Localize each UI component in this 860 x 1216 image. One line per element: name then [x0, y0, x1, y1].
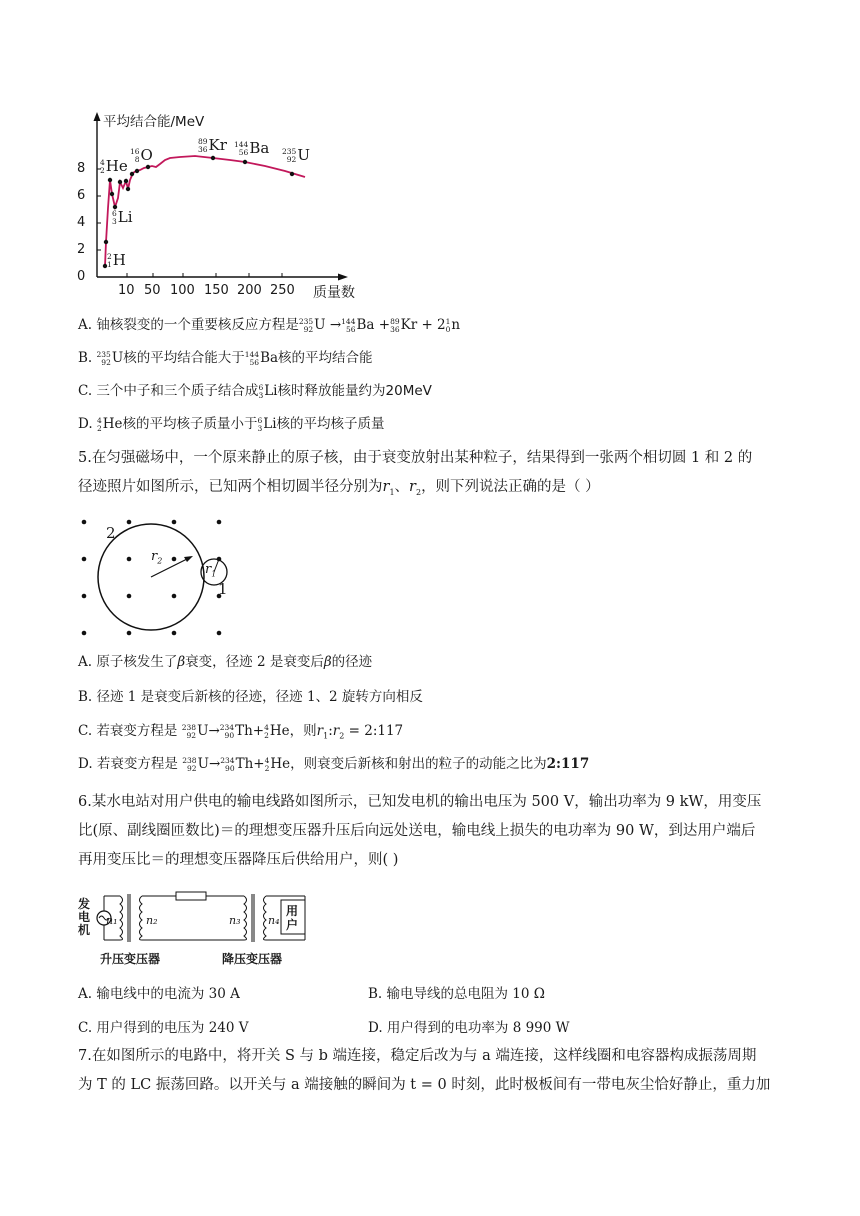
field-dots	[82, 520, 222, 636]
y-tick-6: 6	[77, 188, 86, 203]
q4-option-a: A. 铀核裂变的一个重要核反应方程是 235 92 U → 144 56 Ba + 89 36 Kr + 2 1 0 n	[78, 316, 461, 334]
q5-option-b: B. 径迹 1 是衰变后新核的径迹，径迹 1、2 旋转方向相反	[78, 689, 423, 705]
q4-option-c: C. 三个中子和三个质子结合成 6 3 Li核时释放能量约为20MeV	[78, 382, 432, 400]
binding-energy-graph	[70, 108, 400, 303]
radius-label-r1: $r_1$	[205, 562, 217, 579]
q6-stem: 6.某水电站对用户供电的输电线路如图所示，已知发电机的输出电压为 500 V，输出功率为 9 kW，用变压 比(原、副线圈匝数比)＝的理想变压器升压后向远处送电，输电线上损失的电功率为 90 W，到达用户端后 再用变压比＝的理想变压器降压后供给用户，则( )	[78, 794, 762, 868]
magnetic-field-figure	[76, 514, 246, 644]
nuclide-label-li: 6 3 Li	[112, 208, 133, 226]
circle-label-2: 2	[106, 524, 116, 542]
q4-option-b: B. 235 92 U核的平均结合能大于 144 56 Ba核的平均结合能	[78, 349, 373, 367]
nuclide-label-u: 235 92 U	[282, 146, 310, 164]
q6-option-c: C. 用户得到的电压为 240 V	[78, 1020, 249, 1036]
q6-option-a: A. 输电线中的电流为 30 A	[78, 986, 240, 1002]
q5-stem: 5.在匀强磁场中，一个原来静止的原子核，由于衰变放射出某种粒子，结果得到一张两个相切圆 1 和 2 的 径迹照片如图所示，已知两个相切圆半径分别为$r_1$、$r_2$，则下列说法正确的是（ ）	[78, 450, 753, 497]
coil-label-n4: n₄	[268, 914, 280, 927]
y-axis-arrow-icon	[94, 112, 101, 121]
coil-label-n1: n₁	[106, 914, 118, 927]
generator-label: 发电机	[78, 897, 91, 937]
coil-n4	[264, 896, 267, 940]
line-resistor	[176, 892, 206, 900]
step-down-label: 降压变压器	[222, 952, 283, 966]
step-up-label: 升压变压器	[100, 952, 161, 966]
coil-label-n2: n₂	[146, 914, 158, 927]
q7-stem: 7.在如图所示的电路中，将开关 S 与 b 端连接，稳定后改为与 a 端连接，这样线圈和电容器构成振荡周期 为 T 的 LC 振荡回路。以开关与 a 端接触的瞬间为 t = 0 时刻，此时极板间有一带电灰尘恰好静止，重力加	[78, 1048, 771, 1093]
radius-label-r2: $r_2$	[151, 549, 163, 566]
q4-option-d: D. 4 2 He核的平均核子质量小于 6 3 Li核的平均核子质量	[78, 415, 385, 433]
circle-label-1: 1	[218, 580, 228, 598]
x-tick-150: 150	[204, 283, 229, 298]
nuclide-label-he: 4 2 He	[100, 157, 128, 175]
q5-option-c: C. 若衰变方程是 238 92 U→ 234 90 Th+ 4 2 He，则$r_1:r_2$ = 2:117	[78, 722, 404, 741]
coil-n3	[244, 896, 247, 940]
nuclide-label-o: 16 8 O	[130, 146, 153, 164]
nuclide-label-ba: 144 56 Ba	[234, 139, 270, 157]
y-tick-4: 4	[77, 215, 86, 230]
x-axis-arrow-icon	[338, 274, 348, 281]
coil-n2	[140, 896, 143, 940]
coil-n1	[120, 896, 123, 940]
binding-energy-figure	[70, 108, 400, 303]
nuclide-label-kr: 89 36 Kr	[198, 136, 227, 154]
coil-label-n3: n₃	[229, 914, 241, 927]
x-tick-50: 50	[144, 283, 161, 298]
x-tick-200: 200	[237, 283, 262, 298]
q6-option-b: B. 输电导线的总电阻为 10 Ω	[368, 986, 545, 1002]
x-tick-250: 250	[270, 283, 295, 298]
y-tick-2: 2	[77, 242, 86, 257]
x-axis-label: 质量数	[313, 285, 355, 301]
x-tick-100: 100	[170, 283, 195, 298]
binding-energy-curve	[105, 156, 305, 266]
q5-option-a: A. 原子核发生了β衰变，径迹 2 是衰变后β的径迹	[78, 654, 373, 670]
y-tick-0: 0	[77, 269, 86, 284]
x-tick-10: 10	[118, 283, 135, 298]
user-label: 用户	[286, 904, 299, 932]
y-axis-label: 平均结合能/MeV	[103, 114, 205, 130]
y-tick-8: 8	[77, 161, 86, 176]
nuclide-label-h: 2 1 H	[107, 251, 126, 269]
q6-option-d: D. 用户得到的电功率为 8 990 W	[368, 1020, 570, 1036]
q5-option-d: D. 若衰变方程是 238 92 U→ 234 90 Th+ 4 2 He，则衰变后新核和射出的粒子的动能之比为2:117	[78, 755, 590, 773]
